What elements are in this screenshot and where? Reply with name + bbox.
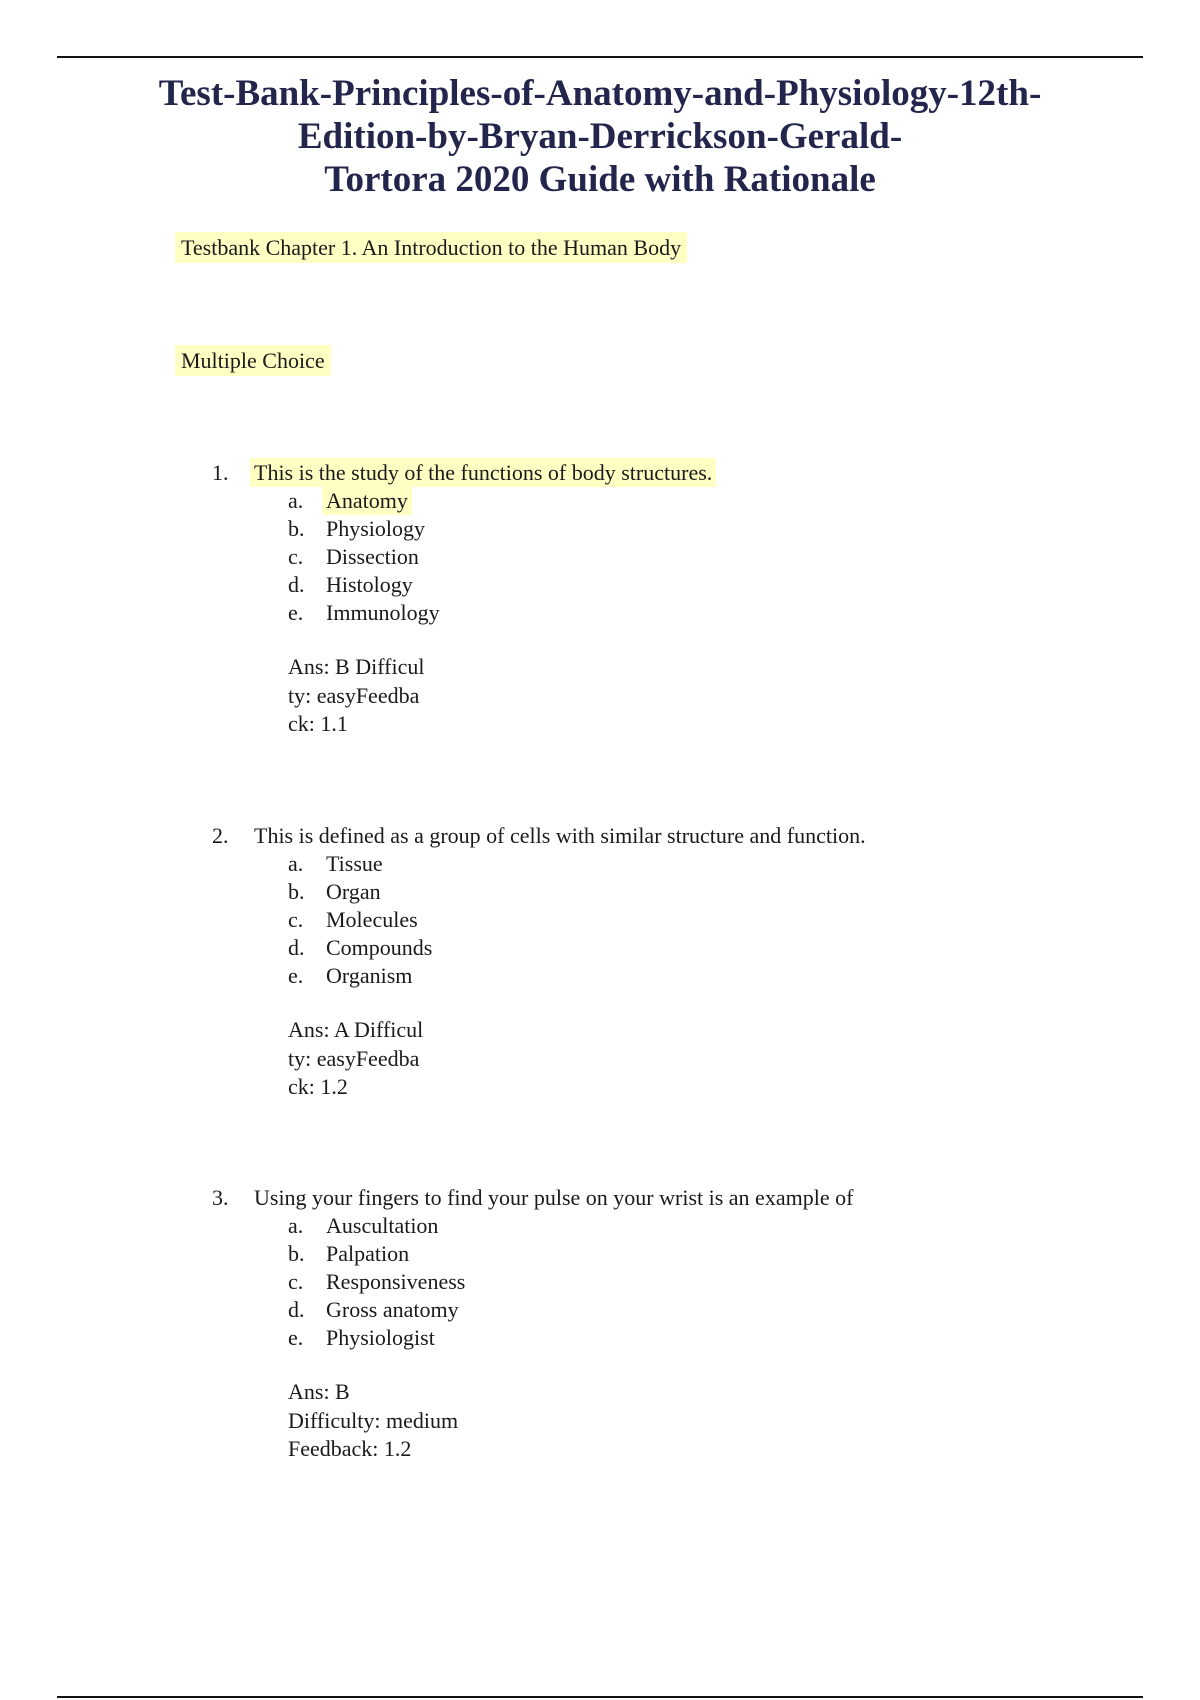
option-text: Responsiveness: [326, 1269, 466, 1294]
option-letter: a.: [288, 1213, 304, 1238]
option-b: [210, 1240, 1110, 1268]
answer-line: Ans: B Difficul: [288, 654, 425, 679]
option-letter: c.: [288, 1269, 304, 1294]
option-letter: e.: [288, 600, 304, 625]
document-title: [100, 72, 1100, 201]
option-text: Physiology: [326, 516, 426, 541]
option-e: [210, 962, 1110, 990]
option-text: Organism: [326, 963, 413, 988]
title-line-1: Test-Bank-Principles-of-Anatomy-and-Physiology-12th-: [158, 73, 1042, 114]
answer-block: [210, 653, 1110, 739]
option-letter: d.: [288, 572, 305, 597]
option-text: Immunology: [326, 600, 440, 625]
question-text: This is defined as a group of cells with similar structure and function.: [254, 823, 866, 848]
question-number: 2.: [212, 823, 229, 848]
option-letter: d.: [288, 1297, 305, 1322]
option-a: [210, 850, 1110, 878]
option-text: Organ: [326, 879, 381, 904]
option-letter: d.: [288, 935, 305, 960]
question-stem: [210, 459, 1110, 487]
option-list: [210, 850, 1110, 990]
option-e: [210, 1324, 1110, 1352]
title-line-3: Tortora 2020 Guide with Rationale: [324, 159, 876, 200]
option-a: [210, 1212, 1110, 1240]
question-1: [210, 459, 1110, 739]
answer-line: Feedback: 1.2: [288, 1436, 412, 1461]
question-text: Using your fingers to find your pulse on your wrist is an example of: [254, 1185, 854, 1210]
option-e: [210, 599, 1110, 627]
option-letter: a.: [288, 488, 304, 513]
bottom-rule: [57, 1696, 1143, 1698]
chapter-heading-text: Testbank Chapter 1. An Introduction to the Human Body: [175, 232, 687, 263]
option-text: [326, 488, 412, 513]
option-d: [210, 571, 1110, 599]
option-list: [210, 487, 1110, 627]
option-text-highlight: Anatomy: [322, 486, 412, 515]
option-text: Physiologist: [326, 1325, 435, 1350]
answer-block: [210, 1016, 1110, 1102]
option-letter: b.: [288, 516, 305, 541]
question-stem: [210, 822, 1110, 850]
option-b: [210, 515, 1110, 543]
option-letter: e.: [288, 1325, 304, 1350]
option-a: [210, 487, 1110, 515]
option-text: Auscultation: [326, 1213, 439, 1238]
option-text: Dissection: [326, 544, 419, 569]
question-stem: [210, 1184, 1110, 1212]
section-heading: [175, 347, 331, 375]
option-text: Histology: [326, 572, 413, 597]
option-letter: c.: [288, 544, 304, 569]
option-letter: b.: [288, 879, 305, 904]
option-letter: a.: [288, 851, 304, 876]
answer-line: ck: 1.2: [288, 1074, 348, 1099]
chapter-heading: [175, 234, 687, 262]
question-text-highlight: This is the study of the functions of body structures.: [250, 458, 716, 487]
answer-block: [210, 1378, 1110, 1464]
option-text: Compounds: [326, 935, 433, 960]
option-b: [210, 878, 1110, 906]
answer-line: Difficulty: medium: [288, 1407, 459, 1433]
question-2: [210, 822, 1110, 1102]
answer-line: ty: easyFeedba: [288, 682, 420, 708]
option-c: [210, 1268, 1110, 1296]
question-number: 3.: [212, 1185, 229, 1210]
title-line-2: Edition-by-Bryan-Derrickson-Gerald-: [297, 116, 903, 157]
option-letter: e.: [288, 963, 304, 988]
option-d: [210, 934, 1110, 962]
option-c: [210, 906, 1110, 934]
question-number: 1.: [212, 460, 229, 485]
option-text: Tissue: [326, 851, 383, 876]
option-text: Gross anatomy: [326, 1297, 459, 1322]
answer-line: Ans: B: [288, 1379, 350, 1404]
option-text: Palpation: [326, 1241, 410, 1266]
question-text: [254, 460, 716, 485]
section-heading-text: Multiple Choice: [175, 345, 331, 376]
option-d: [210, 1296, 1110, 1324]
answer-line: ty: easyFeedba: [288, 1045, 420, 1071]
option-letter: c.: [288, 907, 304, 932]
answer-line: Ans: A Difficul: [288, 1017, 424, 1042]
option-letter: b.: [288, 1241, 305, 1266]
answer-line: ck: 1.1: [288, 711, 348, 736]
top-rule: [57, 56, 1143, 58]
option-list: [210, 1212, 1110, 1352]
option-text: Molecules: [326, 907, 418, 932]
question-3: [210, 1184, 1110, 1464]
option-c: [210, 543, 1110, 571]
